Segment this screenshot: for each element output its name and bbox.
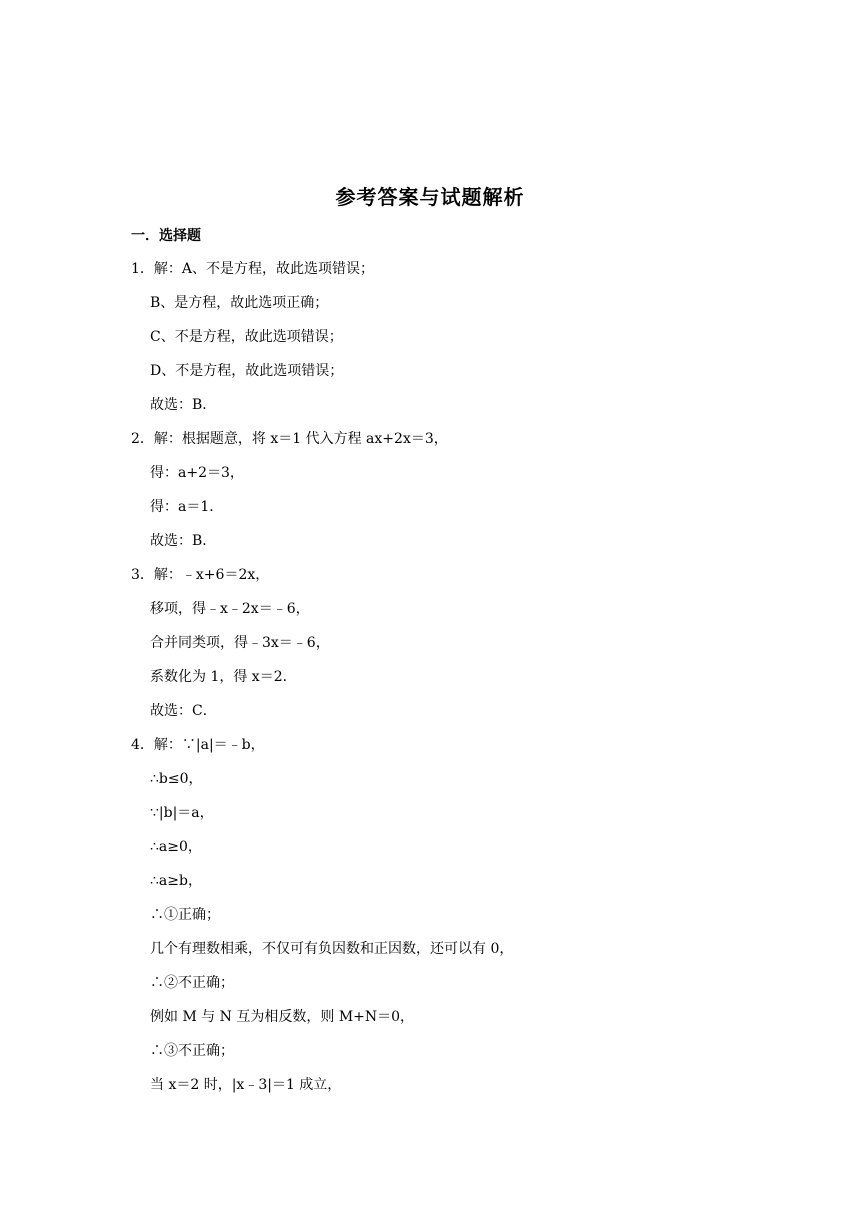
answer-4-line-5: ∴a≥b， [150,873,202,889]
answer-4-line-4: ∴a≥0， [150,839,202,855]
answer-2-line-1: 2．解：根据题意，将 x＝1 代入方程 ax+2x＝3， [131,431,448,447]
answer-1-line-3: C、不是方程，故此选项错误； [150,329,343,345]
answer-4-line-1: 4．解：∵|a|＝﹣b， [131,737,265,753]
answer-4-line-11: 当 x＝2 时，|x﹣3|＝1 成立， [150,1077,342,1093]
answer-4-line-3: ∵|b|＝a， [150,805,214,821]
answer-2-line-2: 得：a+2＝3， [150,465,244,481]
answer-4-line-9: 例如 M 与 N 互为相反数，则 M+N＝0， [150,1009,415,1025]
answer-4-line-6: ∴①正确； [150,907,220,923]
answer-3-line-4: 系数化为 1，得 x＝2． [150,669,297,685]
answer-1-line-4: D、不是方程，故此选项错误； [150,363,344,379]
answer-4-line-7: 几个有理数相乘，不仅可有负因数和正因数，还可以有 0， [150,941,514,957]
answer-1-line-1: 1．解：A、不是方程，故此选项错误； [131,261,375,277]
answer-1-line-2: B、是方程，故此选项正确； [150,295,329,311]
answer-2-line-4: 故选：B． [150,533,217,549]
answer-3-line-5: 故选：C． [150,703,217,719]
answer-1-line-5: 故选：B． [150,397,217,413]
section-heading: 一．选择题 [131,228,201,244]
answer-3-line-3: 合并同类项，得﹣3x＝﹣6， [150,635,330,651]
answer-3-line-2: 移项，得﹣x﹣2x＝﹣6， [150,601,310,617]
answer-4-line-10: ∴③不正确； [150,1043,234,1059]
answer-4-line-2: ∴b≤0， [150,771,203,787]
page-title: 参考答案与试题解析 [335,185,525,209]
answer-4-line-8: ∴②不正确； [150,975,234,991]
answer-3-line-1: 3．解：﹣x+6＝2x， [131,567,270,583]
answer-2-line-3: 得：a＝1． [150,499,224,515]
